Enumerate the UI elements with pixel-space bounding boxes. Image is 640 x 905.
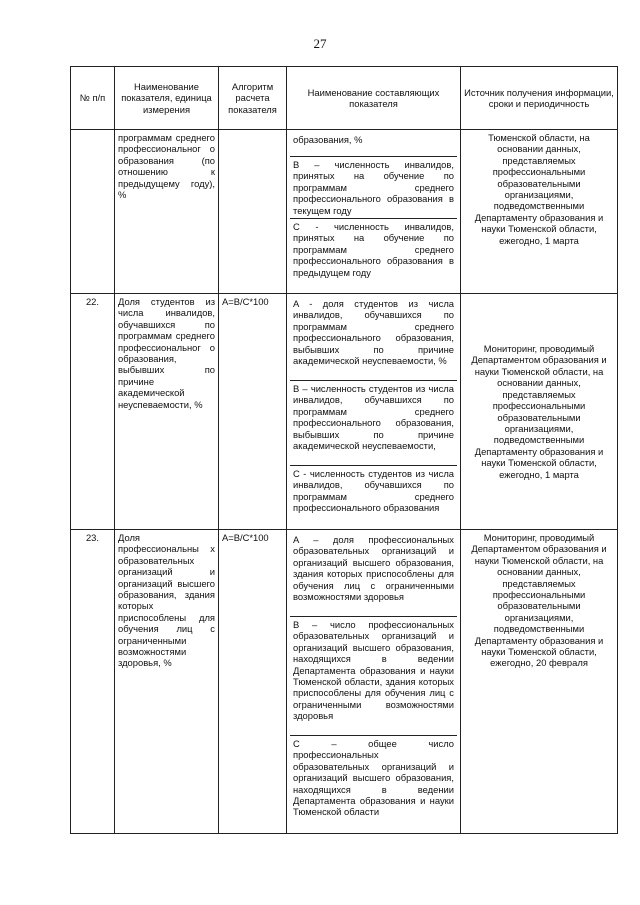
header-name: Наименование показателя, единица измерения bbox=[115, 67, 219, 130]
header-algorithm: Алгоритм расчета показателя bbox=[219, 67, 287, 130]
row-number: 22. bbox=[71, 294, 115, 530]
components-cell bbox=[287, 130, 461, 294]
algorithm: A=B/C*100 bbox=[219, 294, 287, 530]
components-cell bbox=[287, 530, 461, 834]
algorithm: A=B/C*100 bbox=[219, 530, 287, 834]
header-num: № п/п bbox=[71, 67, 115, 130]
row-number: 23. bbox=[71, 530, 115, 834]
component-item: B – число профессиональных образовательных организаций и организаций высшего образования, находящихся в ведении Департамента образования и науки Тюменской области, здания которых приспособлены для обучения лиц с ограниченными возможностями здоровья bbox=[290, 616, 457, 735]
header-source: Источник получения информации, сроки и периодичность bbox=[461, 67, 618, 130]
component-item: C - численность инвалидов, принятых на обучение по программам среднего профессионального образования в предыдущем году bbox=[290, 218, 457, 291]
row-number bbox=[71, 130, 115, 294]
page-number: 27 bbox=[313, 36, 327, 51]
component-item: B – численность инвалидов, принятых на обучение по программам среднего профессионального образования в текущем году bbox=[290, 156, 457, 218]
component-item: A - доля студентов из числа инвалидов, обучавшихся по программам среднего профессионального образования, выбывших по причине академической неуспеваемости, % bbox=[293, 298, 454, 367]
table-row bbox=[71, 294, 618, 530]
header-row bbox=[71, 67, 618, 130]
indicators-table bbox=[70, 66, 618, 834]
source-info: Тюменской области, на основании данных, представляемых профессиональными образовательными организациями, подведомственными Департаменту образования и науки Тюменской области, ежегодно, 1 марта bbox=[461, 130, 618, 294]
source-info: Мониторинг, проводимый Департаментом образования и науки Тюменской области, на основании данных, представляемых профессиональными образовательными организациями, подведомственными Департаменту образования и науки Тюменской области, ежегодно, 1 марта bbox=[461, 294, 618, 530]
algorithm bbox=[219, 130, 287, 294]
indicator-name: Доля студентов из числа инвалидов, обучавшихся по программам среднего профессиональног о образования, выбывших по причине академической неуспеваемости, % bbox=[115, 294, 219, 530]
components-cell bbox=[287, 294, 461, 530]
component-item: образования, % bbox=[293, 134, 363, 145]
component-item: A – доля профессиональных образовательных организаций и организаций высшего образования, здания которых приспособлены для обучения лиц с ограниченными возможностями здоровья bbox=[293, 534, 454, 603]
table-row bbox=[71, 530, 618, 834]
component-item: C – общее число профессиональных образовательных организаций и организаций высшего образования, находящихся в ведении Департамента образования и науки Тюменской области bbox=[290, 735, 457, 831]
header-components: Наименование составляющих показателя bbox=[287, 67, 461, 130]
component-item: B – численность студентов из числа инвалидов, обучавшихся по программам среднего профессионального образования, выбывших по причине академической неуспеваемости, bbox=[290, 380, 457, 465]
indicator-name: Доля профессиональны х образовательных организаций и организаций высшего образования, здания которых приспособлены для обучения лиц с ограниченными возможностями здоровья, % bbox=[115, 530, 219, 834]
indicator-name: программам среднего профессиональног о образования (по отношению к предыдущему году), % bbox=[115, 130, 219, 294]
source-info: Мониторинг, проводимый Департаментом образования и науки Тюменской области, на основании данных, представляемых профессиональными образовательными организациями, подведомственными Департаменту образования и науки Тюменской области, ежегодно, 20 февраля bbox=[461, 530, 618, 834]
component-item: C - численность студентов из числа инвалидов, обучавшихся по программам среднего профессионального образования bbox=[290, 465, 457, 527]
table-row bbox=[71, 130, 618, 294]
